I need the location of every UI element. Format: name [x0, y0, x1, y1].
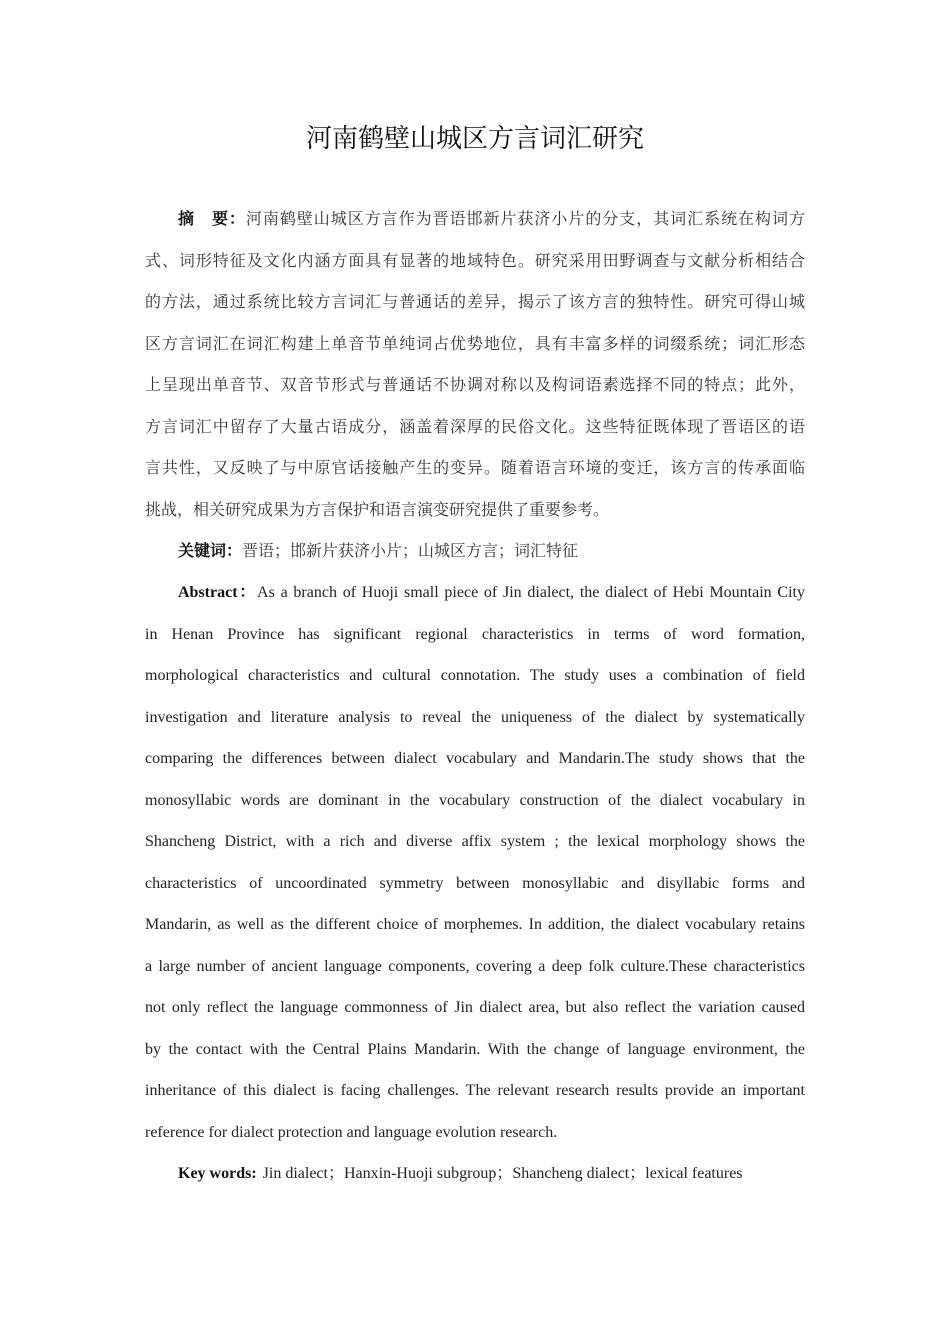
line-text: 言共性，又反映了与中原官话接触产生的变异。随着语言环境的变迁，该方言的传承面临	[145, 458, 805, 477]
abstract-zh-line	[145, 198, 805, 240]
abstract-en	[145, 572, 805, 1195]
line-text: investigation and literature analysis to reveal the uniqueness of the dialect by systematically	[145, 708, 805, 726]
line-text: morphological characteristics and cultural connotation. The study uses a combination of field	[145, 667, 805, 684]
abstract-en-line	[145, 697, 805, 739]
line-text: 上呈现出单音节、双音节形式与普通话不协调对称以及构词语素选择不同的特点；此外，	[145, 375, 805, 394]
keywords-zh	[145, 530, 805, 572]
line-text: Shancheng District, with a rich and diverse affix system ; the lexical morphology shows the	[145, 833, 805, 850]
line-text: comparing the differences between dialect vocabulary and Mandarin.The study shows that the	[145, 750, 805, 767]
abstract-en-line	[145, 946, 805, 988]
abstract-en-line	[145, 1112, 805, 1154]
line-text: characteristics of uncoordinated symmetry between monosyllabic and disyllabic forms and	[145, 874, 805, 892]
line-text: 挑战，相关研究成果为方言保护和语言演变研究提供了重要参考。	[145, 499, 610, 519]
line-text: not only reflect the language commonness of Jin dialect area, but also reflect the variation caused	[145, 999, 805, 1016]
line-text: by the contact with the Central Plains Mandarin. With the change of language environment, the	[145, 1040, 805, 1058]
section-label: Abstract：	[178, 584, 258, 601]
line-text: 式、词形特征及文化内涵方面具有显著的地域特色。研究采用田野调查与文献分析相结合	[145, 250, 805, 270]
line-text: Jin dialect；Hanxin-Huoji subgroup；Shancheng dialect；lexical features	[262, 1165, 743, 1182]
line-text: 晋语；邯新片获济小片；山城区方言；词汇特征	[242, 541, 579, 560]
abstract-en-line	[145, 572, 805, 614]
abstract-zh-line	[145, 406, 805, 448]
line-text: monosyllabic words are dominant in the vocabulary construction of the dialect vocabulary in	[145, 791, 805, 809]
abstract-en-line	[145, 863, 805, 905]
abstract-zh-line	[145, 240, 805, 282]
page-title: 河南鹤壁山城区方言词汇研究	[305, 124, 644, 154]
line-text: Mandarin, as well as the different choice of morphemes. In addition, the dialect vocabulary retains	[145, 916, 805, 933]
line-text: 方言词汇中留存了大量古语成分，涵盖着深厚的民俗文化。这些特征既体现了晋语区的语	[145, 416, 805, 436]
section-label: 关键词：	[178, 541, 243, 560]
abstract-en-line	[145, 780, 805, 822]
abstract-en-line	[145, 1029, 805, 1071]
abstract-en-line	[145, 904, 805, 946]
section-label: Key words:	[178, 1165, 257, 1182]
line-text: in Henan Province has significant regional characteristics in terms of word formation,	[145, 625, 805, 643]
abstract-en-line	[145, 738, 805, 780]
line-text: 的方法，通过系统比较方言词汇与普通话的差异，揭示了该方言的独特性。研究可得山城	[145, 292, 805, 311]
abstract-en-line	[145, 655, 805, 697]
abstract-zh-line	[145, 447, 805, 489]
section-label: 摘 要：	[178, 209, 246, 228]
abstract-zh-line	[145, 281, 805, 323]
abstract-zh	[145, 198, 805, 572]
line-text: inheritance of this dialect is facing challenges. The relevant research results provide an important	[145, 1082, 805, 1099]
abstract-zh-line	[145, 489, 805, 531]
abstract-zh-line	[145, 364, 805, 406]
abstract-en-line	[145, 821, 805, 863]
line-text: 河南鹤壁山城区方言作为晋语邯新片获济小片的分支，其词汇系统在构词方	[245, 209, 805, 228]
line-text: reference for dialect protection and language evolution research.	[145, 1123, 558, 1141]
abstract-en-line	[145, 987, 805, 1029]
abstract-en-line	[145, 614, 805, 656]
keywords-en	[145, 1153, 805, 1195]
abstract-en-line	[145, 1070, 805, 1112]
line-text: a large number of ancient language components, covering a deep folk culture.These characteristics	[145, 957, 805, 975]
line-text: As a branch of Huoji small piece of Jin dialect, the dialect of Hebi Mountain City	[257, 584, 805, 601]
line-text: 区方言词汇在词汇构建上单音节单纯词占优势地位，具有丰富多样的词缀系统；词汇形态	[145, 333, 805, 353]
abstract-zh-line	[145, 323, 805, 365]
